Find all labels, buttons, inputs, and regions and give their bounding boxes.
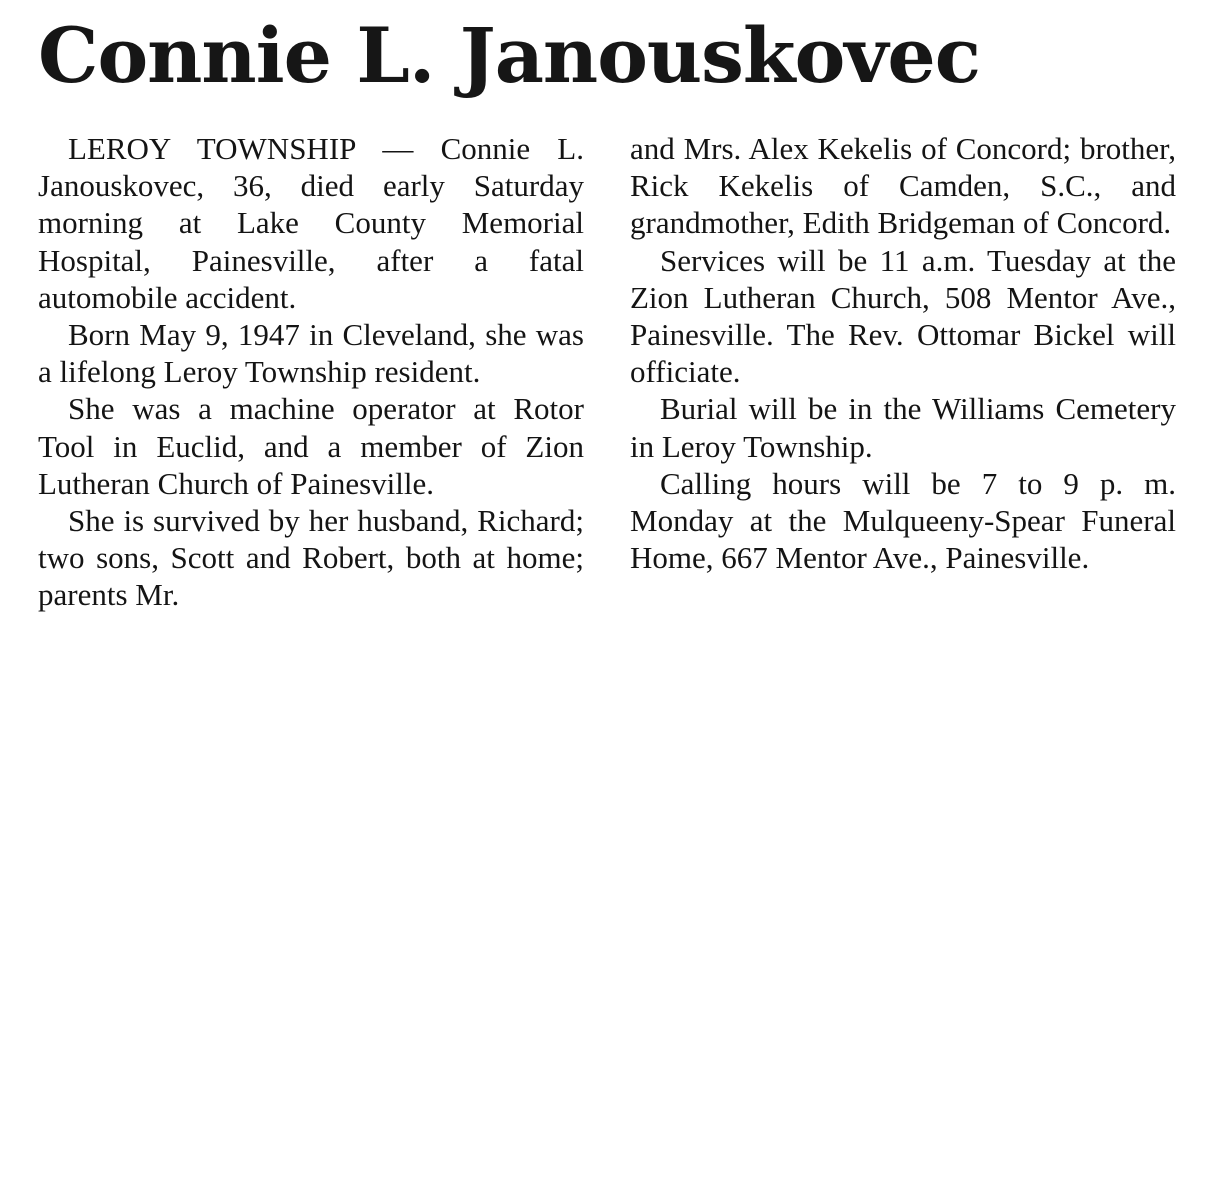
paragraph-calling-hours: Calling hours will be 7 to 9 p. m. Monday at the Mulqueeny-Spear Funeral Home, 667 Mentor Ave., Painesville. xyxy=(630,465,1176,576)
left-column xyxy=(38,130,584,614)
paragraph-survivors-continued: and Mrs. Alex Kekelis of Concord; brother, Rick Kekelis of Camden, S.C., and grandmother, Edith Bridgeman of Concord. xyxy=(630,131,1176,241)
paragraph-death-notice: LEROY TOWNSHIP — Connie L. Janouskovec, 36, died early Saturday morning at Lake County Memorial Hospital, Painesville, after a fatal automobile accident. xyxy=(38,131,584,315)
obituary-headline: Connie L. Janouskovec xyxy=(38,11,981,100)
paragraph-services: Services will be 11 a.m. Tuesday at the Zion Lutheran Church, 508 Mentor Ave., Painesville. The Rev. Ottomar Bickel will officiate. xyxy=(630,242,1176,390)
paragraph-occupation: She was a machine operator at Rotor Tool in Euclid, and a member of Zion Lutheran Church of Painesville. xyxy=(38,391,584,501)
paragraph-survivors: She is survived by her husband, Richard; two sons, Scott and Robert, both at home; parents Mr. xyxy=(38,503,584,613)
right-column xyxy=(630,130,1176,576)
paragraph-burial: Burial will be in the Williams Cemetery in Leroy Township. xyxy=(630,391,1176,464)
paragraph-birth: Born May 9, 1947 in Cleveland, she was a lifelong Leroy Township resident. xyxy=(38,317,584,390)
